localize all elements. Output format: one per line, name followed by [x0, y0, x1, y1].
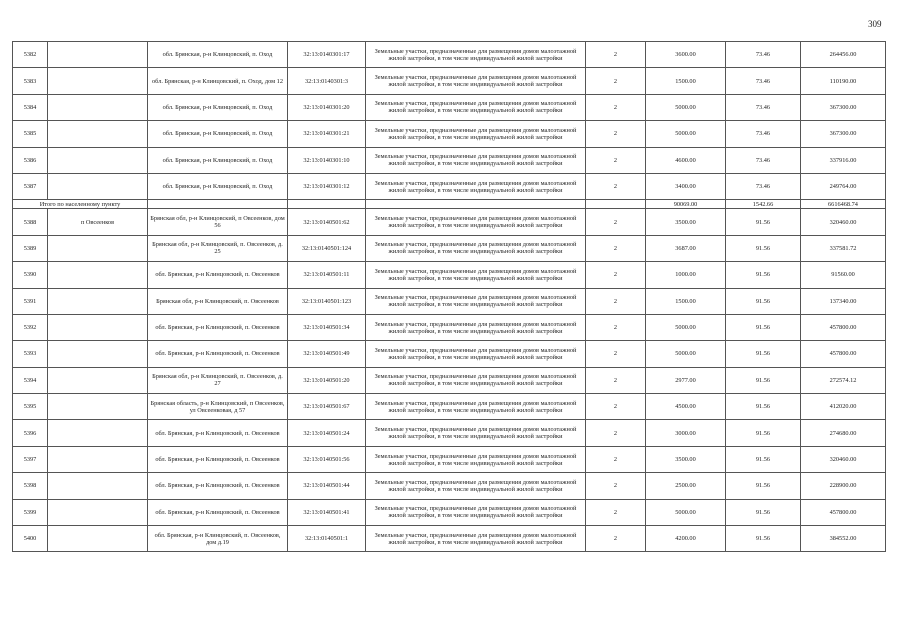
land-use-category: Земельные участки, предназначенные для размещения домов малоэтажной жилой застройки, в том числе индивидуальной жилой застройки — [366, 499, 586, 525]
table-row — [13, 526, 886, 552]
cadastral-number: 32:13:0140301:20 — [288, 94, 366, 120]
cadastral-number: 32:13:0140301:17 — [288, 42, 366, 68]
area: 1500.00 — [646, 68, 726, 94]
table-row — [13, 341, 886, 367]
cadastral-number: 32:13:0140501:56 — [288, 446, 366, 472]
address: обл. Брянская, р-н Клинцовский, п. Овсеенков — [148, 341, 288, 367]
settlement-name — [48, 420, 148, 446]
land-use-category: Земельные участки, предназначенные для размещения домов малоэтажной жилой застройки, в том числе индивидуальной жилой застройки — [366, 235, 586, 261]
group-number: 2 — [586, 68, 646, 94]
cadastral-number: 32:13:0140301:21 — [288, 121, 366, 147]
settlement-name — [48, 262, 148, 288]
cadastral-value: 457800.00 — [801, 499, 886, 525]
group-number: 2 — [586, 94, 646, 120]
group-number: 2 — [586, 341, 646, 367]
specific-value: 91.56 — [726, 473, 801, 499]
area: 5000.00 — [646, 314, 726, 340]
cadastral-number: 32:13:0140301:3 — [288, 68, 366, 94]
address: обл. Брянская, р-н Клинцовский, п. Оход, дом 12 — [148, 68, 288, 94]
table-row — [13, 288, 886, 314]
group-number: 2 — [586, 473, 646, 499]
specific-value: 91.56 — [726, 367, 801, 393]
cadastral-value: 272574.12 — [801, 367, 886, 393]
settlement-name — [48, 499, 148, 525]
settlement-name — [48, 235, 148, 261]
specific-value: 73.46 — [726, 121, 801, 147]
area: 1000.00 — [646, 262, 726, 288]
group-number: 2 — [586, 173, 646, 199]
specific-value: 91.56 — [726, 262, 801, 288]
row-number: 5400 — [13, 526, 48, 552]
subtotal-total: 6616468.74 — [801, 200, 886, 209]
address: обл. Брянская, р-н Клинцовский, п. Овсеенков — [148, 446, 288, 472]
specific-value: 91.56 — [726, 394, 801, 420]
row-number: 5388 — [13, 209, 48, 235]
cadastral-number: 32:13:0140501:11 — [288, 262, 366, 288]
address: обл. Брянская, р-н Клинцовский, п. Оход — [148, 147, 288, 173]
land-use-category: Земельные участки, предназначенные для размещения домов малоэтажной жилой застройки, в том числе индивидуальной жилой застройки — [366, 394, 586, 420]
cadastral-value: 137340.00 — [801, 288, 886, 314]
cadastral-value: 337581.72 — [801, 235, 886, 261]
group-number: 2 — [586, 121, 646, 147]
cadastral-value: 412020.00 — [801, 394, 886, 420]
table-row — [13, 367, 886, 393]
address: Брянская обл, р-н Клинцовский, п. Овсеенков — [148, 288, 288, 314]
row-number: 5392 — [13, 314, 48, 340]
cadastral-value: 110190.00 — [801, 68, 886, 94]
row-number: 5390 — [13, 262, 48, 288]
specific-value: 73.46 — [726, 173, 801, 199]
cadastral-value: 320460.00 — [801, 446, 886, 472]
row-number: 5385 — [13, 121, 48, 147]
row-number: 5391 — [13, 288, 48, 314]
table-row — [13, 314, 886, 340]
specific-value: 73.46 — [726, 94, 801, 120]
row-number: 5398 — [13, 473, 48, 499]
subtotal-empty-cell — [288, 200, 366, 209]
area: 5000.00 — [646, 94, 726, 120]
address: обл. Брянская, р-н Клинцовский, п. Овсеенков — [148, 314, 288, 340]
cadastral-number: 32:13:0140501:123 — [288, 288, 366, 314]
table-row — [13, 68, 886, 94]
address: обл. Брянская, р-н Клинцовский, п. Овсеенков, дом д.19 — [148, 526, 288, 552]
area: 2500.00 — [646, 473, 726, 499]
land-use-category: Земельные участки, предназначенные для размещения домов малоэтажной жилой застройки, в том числе индивидуальной жилой застройки — [366, 147, 586, 173]
land-use-category: Земельные участки, предназначенные для размещения домов малоэтажной жилой застройки, в том числе индивидуальной жилой застройки — [366, 42, 586, 68]
cadastral-value: 91560.00 — [801, 262, 886, 288]
area: 3500.00 — [646, 446, 726, 472]
group-number: 2 — [586, 499, 646, 525]
settlement-name — [48, 526, 148, 552]
specific-value: 91.56 — [726, 314, 801, 340]
row-number: 5387 — [13, 173, 48, 199]
land-use-category: Земельные участки, предназначенные для размещения домов малоэтажной жилой застройки, в том числе индивидуальной жилой застройки — [366, 121, 586, 147]
area: 4600.00 — [646, 147, 726, 173]
row-number: 5389 — [13, 235, 48, 261]
land-use-category: Земельные участки, предназначенные для размещения домов малоэтажной жилой застройки, в том числе индивидуальной жилой застройки — [366, 68, 586, 94]
table-row — [13, 499, 886, 525]
group-number: 2 — [586, 288, 646, 314]
row-number: 5395 — [13, 394, 48, 420]
page-number: 309 — [868, 19, 882, 29]
address: обл. Брянская, р-н Клинцовский, п. Овсеенков — [148, 473, 288, 499]
group-number: 2 — [586, 147, 646, 173]
subtotal-empty-cell — [586, 200, 646, 209]
area: 3687.00 — [646, 235, 726, 261]
row-number: 5382 — [13, 42, 48, 68]
land-use-category: Земельные участки, предназначенные для размещения домов малоэтажной жилой застройки, в том числе индивидуальной жилой застройки — [366, 420, 586, 446]
land-use-category: Земельные участки, предназначенные для размещения домов малоэтажной жилой застройки, в том числе индивидуальной жилой застройки — [366, 94, 586, 120]
land-use-category: Земельные участки, предназначенные для размещения домов малоэтажной жилой застройки, в том числе индивидуальной жилой застройки — [366, 473, 586, 499]
address: обл. Брянская, р-н Клинцовский, п. Оход — [148, 121, 288, 147]
area: 3400.00 — [646, 173, 726, 199]
land-use-category: Земельные участки, предназначенные для размещения домов малоэтажной жилой застройки, в том числе индивидуальной жилой застройки — [366, 446, 586, 472]
address: обл. Брянская, р-н Клинцовский, п. Оход — [148, 173, 288, 199]
specific-value: 73.46 — [726, 42, 801, 68]
specific-value: 91.56 — [726, 499, 801, 525]
group-number: 2 — [586, 367, 646, 393]
row-number: 5394 — [13, 367, 48, 393]
settlement-name — [48, 473, 148, 499]
address: обл. Брянская, р-н Клинцовский, п. Овсеенков — [148, 420, 288, 446]
specific-value: 91.56 — [726, 235, 801, 261]
table-row — [13, 446, 886, 472]
area: 5000.00 — [646, 499, 726, 525]
land-use-category: Земельные участки, предназначенные для размещения домов малоэтажной жилой застройки, в том числе индивидуальной жилой застройки — [366, 173, 586, 199]
subtotal-area: 90069.00 — [646, 200, 726, 209]
table-row — [13, 262, 886, 288]
group-number: 2 — [586, 446, 646, 472]
specific-value: 91.56 — [726, 341, 801, 367]
subtotal-empty-cell — [366, 200, 586, 209]
settlement-name — [48, 314, 148, 340]
group-number: 2 — [586, 209, 646, 235]
row-number: 5393 — [13, 341, 48, 367]
specific-value: 73.46 — [726, 147, 801, 173]
area: 5000.00 — [646, 341, 726, 367]
table-row — [13, 121, 886, 147]
area: 1500.00 — [646, 288, 726, 314]
table-row — [13, 173, 886, 199]
area: 3600.00 — [646, 42, 726, 68]
cadastral-value: 337916.00 — [801, 147, 886, 173]
cadastral-value: 367300.00 — [801, 121, 886, 147]
table-row — [13, 473, 886, 499]
cadastral-number: 32:13:0140501:67 — [288, 394, 366, 420]
specific-value: 91.56 — [726, 446, 801, 472]
address: обл. Брянская, р-н Клинцовский, п. Оход — [148, 94, 288, 120]
table-row — [13, 42, 886, 68]
cadastral-value: 264456.00 — [801, 42, 886, 68]
address: обл. Брянская, р-н Клинцовский, п. Овсеенков — [148, 262, 288, 288]
table-body-after-subtotal — [13, 209, 886, 552]
subtotal-label: Итого по населенному пункту — [13, 200, 148, 209]
row-number: 5399 — [13, 499, 48, 525]
settlement-name — [48, 68, 148, 94]
specific-value: 91.56 — [726, 288, 801, 314]
settlement-name — [48, 446, 148, 472]
cadastral-value: 457800.00 — [801, 341, 886, 367]
land-use-category: Земельные участки, предназначенные для размещения домов малоэтажной жилой застройки, в том числе индивидуальной жилой застройки — [366, 262, 586, 288]
cadastral-value: 384552.00 — [801, 526, 886, 552]
specific-value: 91.56 — [726, 420, 801, 446]
cadastral-value: 249764.00 — [801, 173, 886, 199]
land-use-category: Земельные участки, предназначенные для размещения домов малоэтажной жилой застройки, в том числе индивидуальной жилой застройки — [366, 209, 586, 235]
cadastral-value: 457800.00 — [801, 314, 886, 340]
cadastral-value: 274680.00 — [801, 420, 886, 446]
land-use-category: Земельные участки, предназначенные для размещения домов малоэтажной жилой застройки, в том числе индивидуальной жилой застройки — [366, 526, 586, 552]
row-number: 5384 — [13, 94, 48, 120]
group-number: 2 — [586, 526, 646, 552]
settlement-name — [48, 341, 148, 367]
cadastral-value: 320460.00 — [801, 209, 886, 235]
address: Брянская обл, р-н Клинцовский, п. Овсеенков, д. 25 — [148, 235, 288, 261]
settlement-name — [48, 367, 148, 393]
cadastral-number: 32:13:0140501:1 — [288, 526, 366, 552]
land-use-category: Земельные участки, предназначенные для размещения домов малоэтажной жилой застройки, в том числе индивидуальной жилой застройки — [366, 341, 586, 367]
cadastral-number: 32:13:0140501:24 — [288, 420, 366, 446]
settlement-name — [48, 394, 148, 420]
address: обл. Брянская, р-н Клинцовский, п. Оход — [148, 42, 288, 68]
land-use-category: Земельные участки, предназначенные для размещения домов малоэтажной жилой застройки, в том числе индивидуальной жилой застройки — [366, 367, 586, 393]
land-use-category: Земельные участки, предназначенные для размещения домов малоэтажной жилой застройки, в том числе индивидуальной жилой застройки — [366, 288, 586, 314]
specific-value: 91.56 — [726, 209, 801, 235]
subtotal-price: 1542.66 — [726, 200, 801, 209]
cadastral-number: 32:13:0140501:62 — [288, 209, 366, 235]
address: Брянская область, р-н Клинцовский, п Овсеенков, ул Овсеенковая, д 57 — [148, 394, 288, 420]
group-number: 2 — [586, 314, 646, 340]
cadastral-number: 32:13:0140301:10 — [288, 147, 366, 173]
settlement-name — [48, 121, 148, 147]
table-row — [13, 394, 886, 420]
table-row — [13, 420, 886, 446]
row-number: 5383 — [13, 68, 48, 94]
table-row — [13, 94, 886, 120]
row-number: 5396 — [13, 420, 48, 446]
table-body-before-subtotal — [13, 42, 886, 200]
area: 3500.00 — [646, 209, 726, 235]
settlement-name — [48, 94, 148, 120]
row-number: 5397 — [13, 446, 48, 472]
address: Брянская обл, р-н Клинцовский, п Овсеенков, дом 56 — [148, 209, 288, 235]
cadastral-number: 32:13:0140501:49 — [288, 341, 366, 367]
table-row — [13, 235, 886, 261]
settlement-name — [48, 147, 148, 173]
area: 5000.00 — [646, 121, 726, 147]
group-number: 2 — [586, 235, 646, 261]
cadastral-number: 32:13:0140301:12 — [288, 173, 366, 199]
table-row — [13, 209, 886, 235]
land-use-category: Земельные участки, предназначенные для размещения домов малоэтажной жилой застройки, в том числе индивидуальной жилой застройки — [366, 314, 586, 340]
cadastral-value-table — [12, 41, 886, 552]
cadastral-number: 32:13:0140501:44 — [288, 473, 366, 499]
area: 4500.00 — [646, 394, 726, 420]
group-number: 2 — [586, 394, 646, 420]
cadastral-number: 32:13:0140501:20 — [288, 367, 366, 393]
specific-value: 91.56 — [726, 526, 801, 552]
address: обл. Брянская, р-н Клинцовский, п. Овсеенков — [148, 499, 288, 525]
cadastral-number: 32:13:0140501:124 — [288, 235, 366, 261]
subtotal-empty-cell — [148, 200, 288, 209]
group-number: 2 — [586, 42, 646, 68]
cadastral-value: 228900.00 — [801, 473, 886, 499]
group-number: 2 — [586, 420, 646, 446]
subtotal-row — [13, 200, 886, 209]
area: 3000.00 — [646, 420, 726, 446]
area: 2977.00 — [646, 367, 726, 393]
table-row — [13, 147, 886, 173]
area: 4200.00 — [646, 526, 726, 552]
table-subtotal-section — [13, 200, 886, 209]
cadastral-number: 32:13:0140501:41 — [288, 499, 366, 525]
settlement-name — [48, 173, 148, 199]
settlement-name — [48, 288, 148, 314]
row-number: 5386 — [13, 147, 48, 173]
cadastral-value: 367300.00 — [801, 94, 886, 120]
cadastral-number: 32:13:0140501:34 — [288, 314, 366, 340]
specific-value: 73.46 — [726, 68, 801, 94]
settlement-name: п Овсеенков — [48, 209, 148, 235]
address: Брянская обл, р-н Клинцовский, п. Овсеенков, д. 27 — [148, 367, 288, 393]
group-number: 2 — [586, 262, 646, 288]
settlement-name — [48, 42, 148, 68]
